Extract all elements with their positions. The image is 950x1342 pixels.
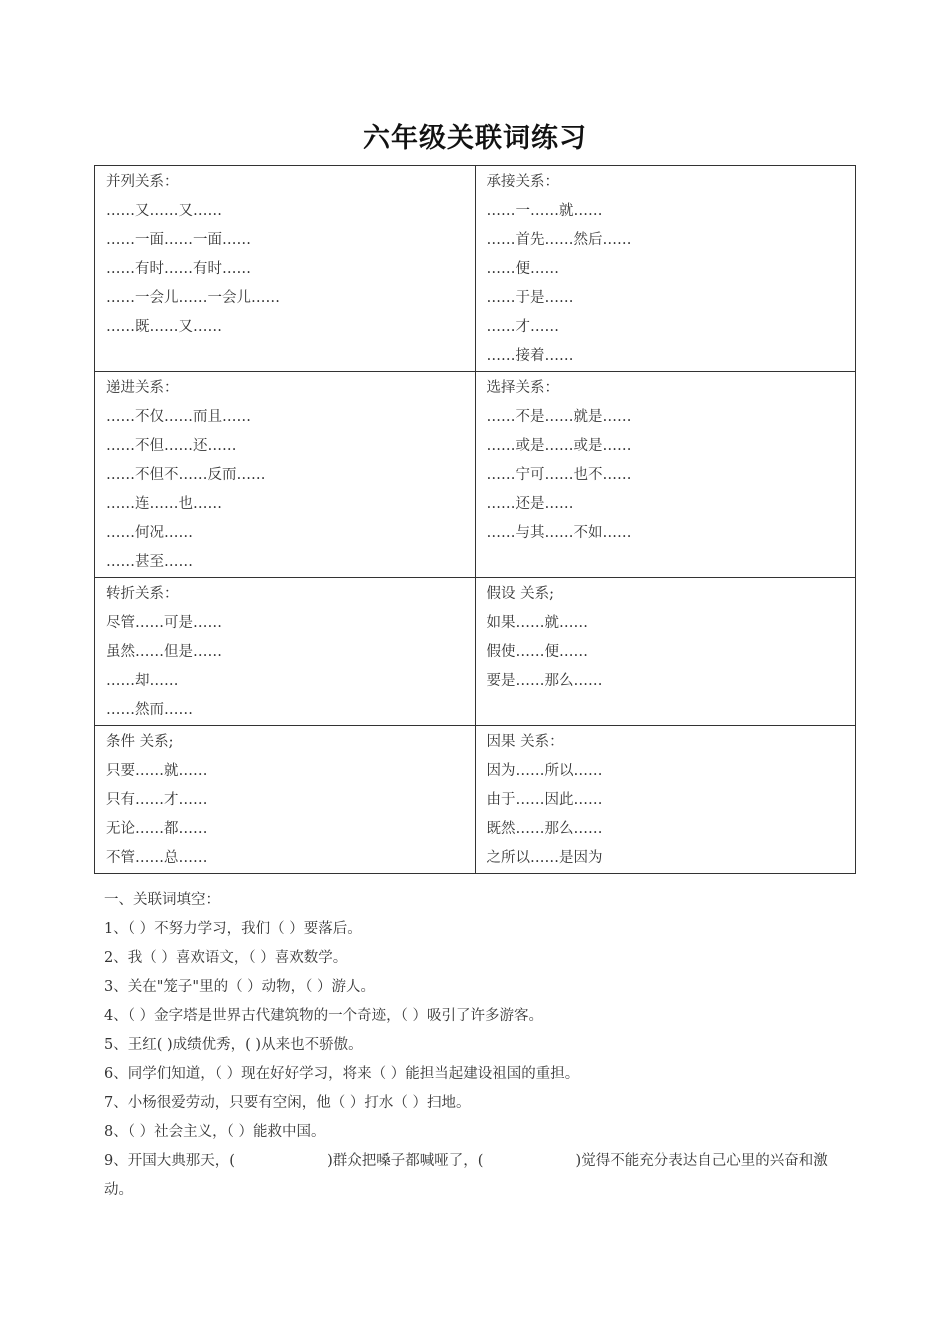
list-item: ……与其……不如……: [486, 525, 632, 541]
list-item: 假使……便……: [486, 644, 588, 660]
section-heading: 因果 关系：: [486, 734, 564, 750]
table-row: [95, 372, 856, 578]
list-item: ……还是……: [486, 496, 574, 512]
page-title: 六年级关联词练习: [363, 123, 587, 154]
list-item: ……不但不……反而……: [106, 467, 266, 483]
list-item: 由于……因此……: [486, 792, 603, 808]
section-cell: [475, 726, 856, 874]
exercise-question: 1、（ ）不努力学习，我们（ ）要落后。: [104, 921, 362, 937]
exercise-question: 3、关在"笼子"里的（ ）动物，（ ）游人。: [104, 979, 376, 995]
list-item: 只有……才……: [106, 792, 208, 808]
exercise-question: 5、王红( )成绩优秀，( )从来也不骄傲。: [104, 1037, 363, 1053]
exercise-question: 8、（ ）社会主义，（ ）能救中国。: [104, 1124, 326, 1140]
section-cell: [475, 372, 856, 578]
list-item: ……甚至……: [106, 554, 193, 570]
exercise-heading: 一、关联词填空：: [104, 892, 220, 908]
section-heading: 条件 关系;: [106, 734, 174, 750]
section-heading: 假设 关系;: [486, 586, 554, 602]
list-item: 要是……那么……: [486, 673, 603, 689]
list-item: 尽管……可是……: [106, 615, 222, 631]
list-item: ……接着……: [486, 348, 574, 364]
exercise-question: 2、我（ ）喜欢语文，（ ）喜欢数学。: [104, 950, 348, 966]
exercise-question: 4、（ ）金字塔是世界古代建筑物的一个奇迹，（ ）吸引了许多游客。: [104, 1008, 543, 1024]
section-cell: [95, 578, 476, 726]
list-item: ……便……: [486, 261, 559, 277]
list-item: ……有时……有时……: [106, 261, 251, 277]
list-item: 无论……都……: [106, 821, 208, 837]
section-cell: [475, 578, 856, 726]
section-cell: [475, 166, 856, 372]
list-item: 如果……就……: [486, 615, 588, 631]
exercise-section: [104, 886, 850, 1205]
section-cell: [95, 166, 476, 372]
exercise-question: 6、同学们知道，（ ）现在好好学习，将来（ ）能担当起建设祖国的重担。: [104, 1066, 580, 1082]
list-item: ……才……: [486, 319, 559, 335]
section-heading: 递进关系：: [106, 380, 179, 396]
list-item: ……一面……一面……: [106, 232, 251, 248]
section-heading: 承接关系：: [486, 174, 559, 190]
list-item: ……于是……: [486, 290, 574, 306]
section-heading: 转折关系：: [106, 586, 179, 602]
list-item: 因为……所以……: [486, 763, 603, 779]
list-item: ……不但……还……: [106, 438, 237, 454]
table-row: [95, 166, 856, 372]
exercise-question: 7、小杨很爱劳动，只要有空闲，他（ ）打水（ ）扫地。: [104, 1095, 471, 1111]
list-item: ……宁可……也不……: [486, 467, 632, 483]
list-item: ……不仅……而且……: [106, 409, 251, 425]
list-item: 只要……就……: [106, 763, 208, 779]
section-cell: [95, 372, 476, 578]
list-item: 既然……那么……: [486, 821, 603, 837]
list-item: ……一会儿……一会儿……: [106, 290, 280, 306]
relation-table: [94, 165, 856, 874]
list-item: 虽然……但是……: [106, 644, 222, 660]
list-item: ……又……又……: [106, 203, 222, 219]
section-heading: 选择关系：: [486, 380, 559, 396]
list-item: ……不是……就是……: [486, 409, 632, 425]
list-item: ……一……就……: [486, 203, 603, 219]
section-cell: [95, 726, 476, 874]
list-item: 之所以……是因为: [486, 850, 603, 866]
exercise-question: 9、开国大典那天，( )群众把嗓子都喊哑了，( )觉得不能充分表达自己心里的兴奋和激动。: [104, 1153, 828, 1198]
table-row: [95, 726, 856, 874]
section-heading: 并列关系：: [106, 174, 179, 190]
list-item: ……或是……或是……: [486, 438, 632, 454]
list-item: ……然而……: [106, 702, 193, 718]
list-item: ……首先……然后……: [486, 232, 632, 248]
list-item: ……却……: [106, 673, 179, 689]
list-item: ……既……又……: [106, 319, 222, 335]
list-item: ……连……也……: [106, 496, 222, 512]
table-row: [95, 578, 856, 726]
list-item: 不管……总……: [106, 850, 208, 866]
list-item: ……何况……: [106, 525, 193, 541]
